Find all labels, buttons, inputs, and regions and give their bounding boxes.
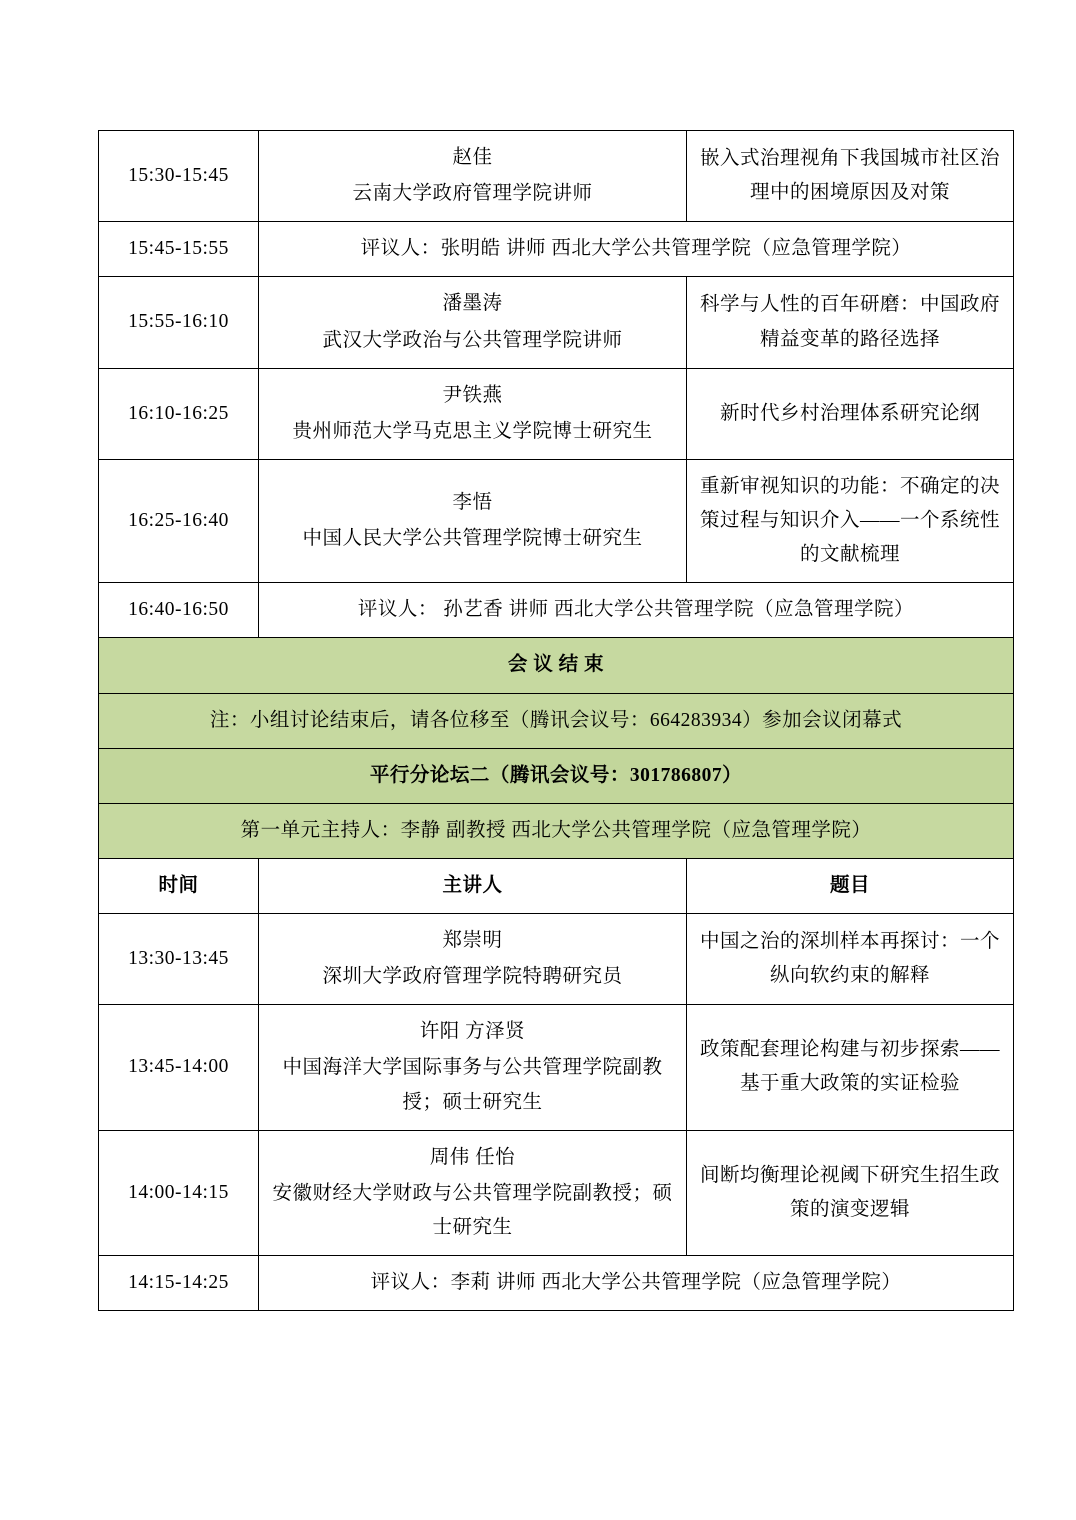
row-time: 13:30-13:45 (99, 914, 259, 1005)
row-commenter: 评议人：张明皓 讲师 西北大学公共管理学院（应急管理学院） (259, 222, 1014, 277)
row-time: 13:45-14:00 (99, 1005, 259, 1130)
row-title: 嵌入式治理视角下我国城市社区治理中的困境原因及对策 (687, 131, 1014, 222)
speaker-name: 许阳 方泽贤 (419, 1021, 526, 1043)
row-speaker (259, 131, 687, 222)
row-speaker (259, 914, 687, 1005)
table-header-row (99, 858, 1014, 913)
row-speaker (259, 459, 687, 582)
speaker-affiliation: 安徽财经大学财政与公共管理学院副教授；硕士研究生 (272, 1182, 673, 1238)
row-title: 中国之治的深圳样本再探讨：一个纵向软约束的解释 (687, 914, 1014, 1005)
row-time: 16:40-16:50 (99, 583, 259, 638)
row-title: 重新审视知识的功能：不确定的决策过程与知识介入——一个系统性的文献梳理 (687, 459, 1014, 582)
row-time: 16:25-16:40 (99, 459, 259, 582)
speaker-name: 郑崇明 (442, 930, 503, 951)
speaker-name: 李悟 (452, 491, 493, 513)
table-row (99, 1256, 1014, 1311)
agenda-table (98, 130, 1014, 1311)
column-header-time: 时间 (99, 858, 259, 913)
forum-host: 第一单元主持人：李静 副教授 西北大学公共管理学院（应急管理学院） (99, 803, 1014, 858)
row-time: 15:30-15:45 (99, 131, 259, 222)
row-time: 16:10-16:25 (99, 368, 259, 459)
column-header-title: 题目 (687, 858, 1014, 913)
speaker-affiliation: 云南大学政府管理学院讲师 (352, 183, 593, 205)
row-speaker (259, 277, 687, 368)
row-time: 15:45-15:55 (99, 222, 259, 277)
row-title: 新时代乡村治理体系研究论纲 (687, 368, 1014, 459)
speaker-name: 周伟 任怡 (429, 1146, 516, 1168)
speaker-affiliation: 中国海洋大学国际事务与公共管理学院副教授；硕士研究生 (282, 1057, 663, 1113)
speaker-name: 尹铁燕 (442, 384, 503, 406)
row-time: 14:15-14:25 (99, 1256, 259, 1311)
row-title: 科学与人性的百年研磨：中国政府精益变革的路径选择 (687, 277, 1014, 368)
table-row (99, 222, 1014, 277)
speaker-affiliation: 武汉大学政治与公共管理学院讲师 (322, 329, 623, 351)
forum-host-row (99, 803, 1014, 858)
table-row (99, 1005, 1014, 1130)
table-row (99, 277, 1014, 368)
row-commenter: 评议人： 孙艺香 讲师 西北大学公共管理学院（应急管理学院） (259, 583, 1014, 638)
session-note: 注：小组讨论结束后，请各位移至（腾讯会议号：664283934）参加会议闭幕式 (99, 693, 1014, 748)
session-end-row (99, 638, 1014, 693)
row-title: 间断均衡理论视阈下研究生招生政策的演变逻辑 (687, 1130, 1014, 1255)
speaker-affiliation: 深圳大学政府管理学院特聘研究员 (322, 966, 623, 988)
table-row (99, 914, 1014, 1005)
speaker-affiliation: 贵州师范大学马克思主义学院博士研究生 (292, 420, 653, 442)
forum-title: 平行分论坛二（腾讯会议号：301786807） (99, 748, 1014, 803)
session-end-label: 会 议 结 束 (99, 638, 1014, 693)
row-title: 政策配套理论构建与初步探索——基于重大政策的实证检验 (687, 1005, 1014, 1130)
row-time: 14:00-14:15 (99, 1130, 259, 1255)
table-row (99, 583, 1014, 638)
row-speaker (259, 1130, 687, 1255)
row-time: 15:55-16:10 (99, 277, 259, 368)
forum-title-row (99, 748, 1014, 803)
session-note-row (99, 693, 1014, 748)
table-row (99, 368, 1014, 459)
table-row (99, 459, 1014, 582)
speaker-name: 赵佳 (452, 147, 493, 168)
speaker-affiliation: 中国人民大学公共管理学院博士研究生 (302, 528, 643, 550)
table-row (99, 1130, 1014, 1255)
speaker-name: 潘墨涛 (442, 293, 503, 315)
table-row (99, 131, 1014, 222)
document-page (98, 130, 1013, 1311)
row-speaker (259, 368, 687, 459)
row-commenter: 评议人：李莉 讲师 西北大学公共管理学院（应急管理学院） (259, 1256, 1014, 1311)
row-speaker (259, 1005, 687, 1130)
column-header-speaker: 主讲人 (259, 858, 687, 913)
